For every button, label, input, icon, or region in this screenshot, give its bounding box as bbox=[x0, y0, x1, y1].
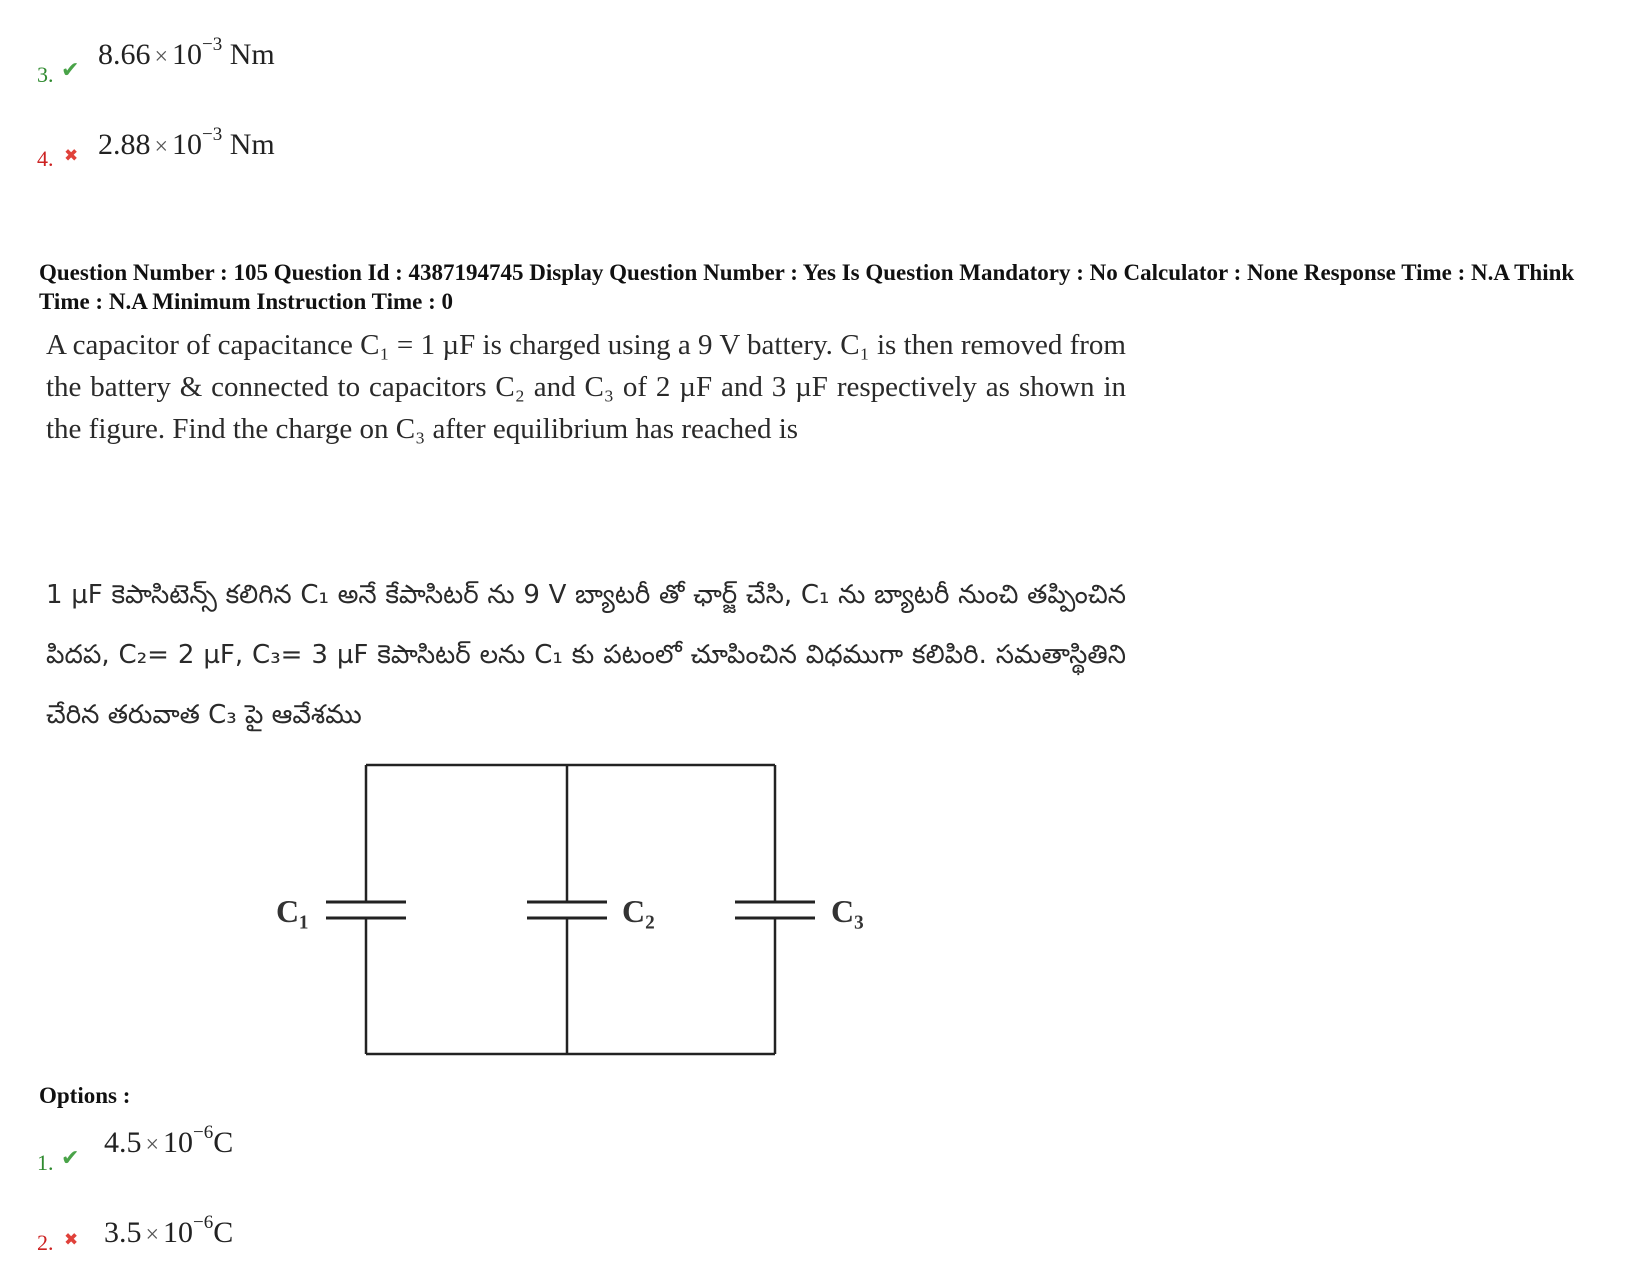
check-icon: ✔ bbox=[61, 58, 80, 83]
option-number: 2. bbox=[37, 1230, 54, 1255]
option-number: 4. bbox=[37, 146, 54, 171]
cross-icon: ✖ bbox=[64, 146, 79, 166]
option-number: 3. bbox=[37, 62, 54, 87]
question-meta: Question Number : 105 Question Id : 4387194745 Display Question Number : Yes Is Question Mandatory : No Calculator : None Response Time : N.A Think Time : N.A Minimum Instruction Time : 0 bbox=[39, 260, 1575, 314]
question-text-english: A capacitor of capacitance C₁ = 1 µF is charged using a 9 V battery. C₁ is then removed from the battery & connected to capacitors C₂ and C₃ of 2 µF and 3 µF respectively as shown in the figure. Find the charge on C₃ after equilibrium has reached is bbox=[46, 329, 1126, 445]
option-value: $3.5 \times 10^{-6}C$ bbox=[104, 1212, 234, 1249]
cross-icon: ✖ bbox=[64, 1230, 79, 1250]
option-value: $2.88 \times 10^{-3}$ Nm bbox=[98, 124, 275, 161]
option-value: $8.66 \times 10^{-3}$ Nm bbox=[98, 34, 275, 71]
options-label: Options : bbox=[39, 1083, 131, 1108]
c2-label: C₂ bbox=[622, 893, 655, 929]
c3-label: C₃ bbox=[831, 893, 864, 929]
check-icon: ✔ bbox=[61, 1146, 80, 1171]
option-value: $4.5 \times 10^{-6}C$ bbox=[104, 1122, 234, 1159]
c1-label: C₁ bbox=[276, 893, 309, 929]
option-number: 1. bbox=[37, 1150, 54, 1175]
question-text-telugu: 1 µF కెపాసిటెన్స్ కలిగిన C₁ అనే కేపాసిటర్ ను 9 V బ్యాటరీ తో ఛార్జ్ చేసి, C₁ ను బ్యాటరీ నుంచి తప్పించిన పిదప, C₂= 2 µF, C₃= 3 µF కెపాసిటర్ లను C₁ కు పటంలో చూపించిన విధముగా కలిపిరి. సమతాస్థితిని చేరిన తరువాత C₃ పై ఆవేశము bbox=[46, 580, 1126, 730]
